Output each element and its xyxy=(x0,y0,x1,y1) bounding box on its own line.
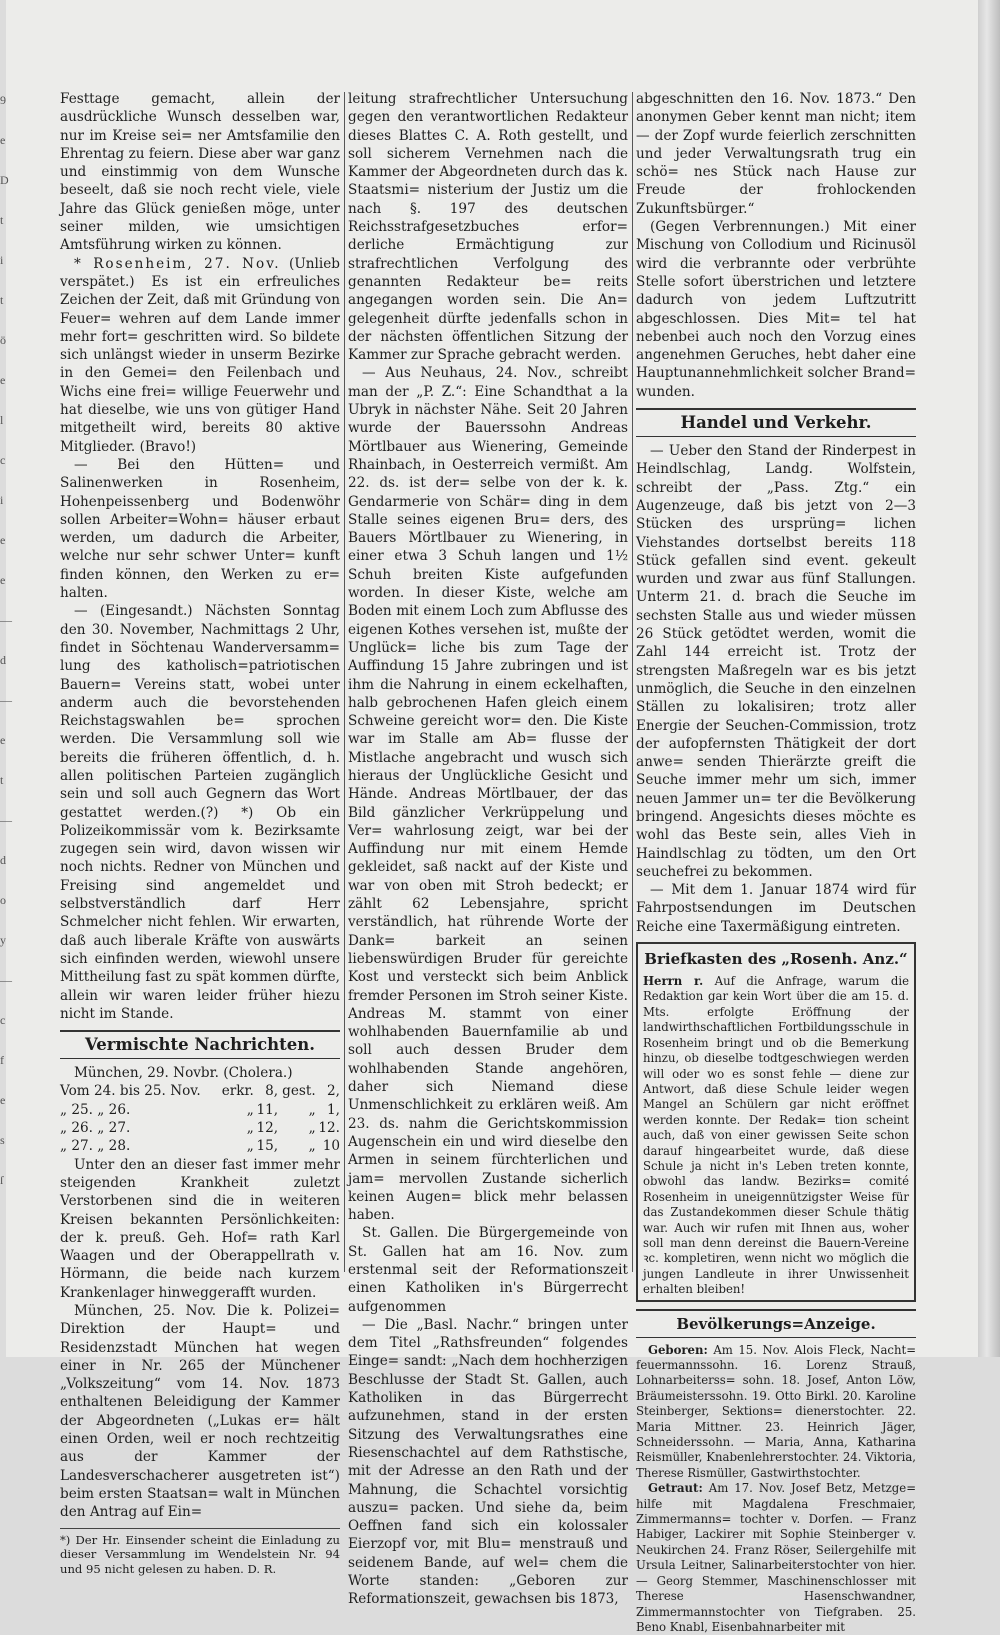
cholera-cell: 8, xyxy=(265,1083,279,1100)
cholera-cell: 10 xyxy=(322,1138,340,1155)
cholera-cell: „ xyxy=(308,1101,316,1118)
page-edge-shadow xyxy=(978,0,1000,1357)
cholera-cell: „ xyxy=(246,1120,254,1137)
article-polizei-direktion: München, 25. Nov. Die k. Polizei= Direktion der Haupt= und Residenzstadt München hat wegen einer in Nr. 265 der Münchener „Volkszeitung“ vom 14. Nov. 1873 enthaltenen Beleidigung der Kammer der Abgeordneten („Lukas er= hält einen Orden, weil er noch rechtzeitig aus der Kammer der Landesverschacherer ausgetreten ist“) beim ersten Staatsan= walt in München den Antrag auf Ein= xyxy=(60,1303,340,1521)
margin-mark: y xyxy=(0,933,6,947)
margin-mark: — xyxy=(0,813,12,827)
dateline: * Rosenheim, 27. Nov. xyxy=(74,255,281,272)
cholera-cell: 1, xyxy=(327,1101,340,1118)
article-cholera-deaths: Unter den an dieser fast immer mehr steigenden Krankheit zuletzt Verstorbenen sind die in weiteren Kreisen bekannten Persönlichkeiten: der k. preuß. Geh. Hof= rath Karl Waagen und der Oberappellrath v. Hörmann, die beide nach kurzem Krankenlager hinweggerafft wurden. xyxy=(60,1156,340,1301)
cholera-cell: 2, xyxy=(327,1083,340,1100)
margin-mark: — xyxy=(0,973,12,987)
article-text: (Unlieb verspätet.) Es ist ein erfreuliches Zeichen der Zeit, daß mit Gründung von Feuer= wehren auf dem Lande immer mehr fort= geschritten wird. So bildete sich unlängst wieder in unserm Bezirke in den Gemei= den Feilenbach und Wichs eine frei= willige Feuerwehr und hat dieselbe, wie uns von gütiger Hand mitgetheilt wird, bereits 80 aktive Mitglieder. (Bravo!) xyxy=(60,255,340,455)
cholera-cell: 11, xyxy=(256,1101,279,1118)
article-huettenwerke: — Bei den Hütten= und Salinenwerken in Rosenheim, Hohenpeissenberg und Bodenwöhr sollen Arbeiter=Wohn= häuser erbaut werden, um dadurch die Arbeiter, welche nur sehr schwer Unter= kunft finden können, den Werken zu er= halten. xyxy=(60,456,340,602)
margin-mark: D xyxy=(0,173,9,187)
article-zopf-continued: abgeschnitten den 16. Nov. 1873.“ Den anonymen Geber kennt man nicht; item — der Zopf wurde feierlich zerschnitten und jeder Verwaltungsrath trug ein schö= nes Stück nach Hause zur Freude der frohlockenden Zukunftsbürger.“ xyxy=(636,91,916,217)
cholera-cell: „ xyxy=(308,1120,316,1137)
section-heading-bevoelkerung: Bevölkerungs=Anzeige. xyxy=(636,1309,916,1338)
getraut-list xyxy=(636,1481,916,1635)
cholera-dateline: München, 29. Novbr. (Cholera.) xyxy=(74,1065,293,1082)
article-neuhaus: — Aus Neuhaus, 24. Nov., schreibt man der „P. Z.“: Eine Schandthat a la Ubryk in nächster Nähe. Seit 20 Jahren wurde der Bauerssohn Andreas Mörtlbauer aus Wienering, Gemeinde Rhainbach, in Oesterreich vermißt. Am 22. ds. ist der= selbe von der k. k. Gendarmerie von Schär= ding in dem Stalle seines eigenen Bru= ders, des Bauers Mörtlbauer zu Wienering, in einer etwa 3 Schuh langen und 1½ Schuh breiten Kiste aufgefunden worden. In dieser Kiste, welche am Boden mit einem Loch zum Abflusse des eigenen Kothes versehen ist, mußte der Unglück= liche bis zum Tage der Auffindung 15 Jahre zubringen und ist ihm die Nahrung in einem eckelhaften, halb gebrochenen Hafen gleich einem Schweine gereicht wor= den. Die Kiste war im Stalle am Ab= flusse der Mistlache angebracht und wusch sich hieraus der Unglückliche Gesicht und Hände. Andreas Mörtlbauer, der das Bild gänzlicher Verkrüppelung und Ver= wahrlosung zeigt, war bei der Auffindung nur mit einem Hemde gekleidet, saß nackt auf der Kiste und war von oben mit Stroh bedeckt; er zählt 62 Lebensjahre, spricht verständlich, hat rührende Worte der Dank= barkeit an seinen liebenswürdigen Bruder für gereichte Kost und versteckt sich beim Anblick fremder Personen im Stroh seiner Kiste. Andreas M. stammt von einer wohlhabenden Bauernfamilie ab und soll auch dessen Bruder dem wohlhabenden Stande angehören, daher sich Niemand diese Unmenschlichkeit zu erklären weiß. Am 23. ds. nahm die Gerichtskommission Augenschein ein und wird dieselbe den Armen in seinem fürchterlichen und jam= mervollen Zustande sicherlich keinen Augen= blick mehr belassen haben. xyxy=(348,365,628,1224)
margin-mark: e xyxy=(0,733,6,747)
margin-mark: t xyxy=(0,213,4,227)
cholera-cell: erkr. xyxy=(221,1083,254,1100)
geboren-list xyxy=(636,1343,916,1482)
margin-mark: i xyxy=(0,253,4,267)
briefkasten-body: Auf die Anfrage, warum die Redaktion gar kein Wort über die am 15. d. Mts. erfolgte Eröffnung der landwirthschaftlichen Fortbildungsschule in Rosenheim bringt und ob die Bemerkung hinzu, ob dieselbe todtgeschwiegen werden will oder wo es sonst fehle — diene zur Antwort, daß diese Schule leider wegen Mangel an Schülern gar nicht eröffnet werden konnte. Der Redak= tion scheint auch, daß von einer gewissen Seite schon darauf hingearbeitet wurde, daß diese Schule ja nicht in's Leben treten konnte, obwohl das landw. Bezirks= comité Rosenheim in uneigennützigster Weise für das Zustandekommen dieser Schule thätig war. Auch wir rufen mit Ihnen aus, woher soll man denn dereinst die Bauern-Vereine ꝛc. kompletiren, wenn nicht wo möglich die jungen Landleute in ihrer Unwissenheit erhalten bleiben! xyxy=(643,974,909,1297)
column-2 xyxy=(348,90,628,1608)
margin-mark: c xyxy=(0,453,6,467)
margin-mark: e xyxy=(0,573,6,587)
getraut-label: Getraut: xyxy=(648,1481,703,1496)
briefkasten-box xyxy=(636,942,916,1302)
article-verbrennungen: (Gegen Verbrennungen.) Mit einer Mischung von Collodium und Ricinusöl wird die verbrannte oder verbrühte Stelle sofort überstrichen und letztere dadurch von jedem Luftzutritt abgeschlossen. Dies Mit= tel hat nebenbei auch noch den Vorzug eines angenehmen Geruches, hebt daher eine Hauptunannehmlichkeit solcher Brand= wunden. xyxy=(636,219,916,400)
left-margin-bleed xyxy=(0,80,10,1200)
margin-mark: t xyxy=(0,773,4,787)
margin-mark: c xyxy=(0,1013,6,1027)
margin-mark: ö xyxy=(0,333,6,347)
cholera-cell: 12, xyxy=(256,1120,279,1137)
margin-mark: i xyxy=(0,493,4,507)
footnote: *) Der Hr. Einsender scheint die Einladung zu dieser Versammlung im Wendelstein Nr. 94 und 95 nicht gelesen zu haben. D. R. xyxy=(60,1528,340,1577)
margin-mark: — xyxy=(0,693,12,707)
margin-mark: 9 xyxy=(0,93,6,107)
cholera-cell: „ 25. „ 26. xyxy=(60,1101,131,1118)
column-3 xyxy=(636,90,916,1634)
cholera-cell: Vom 24. bis 25. Nov. xyxy=(60,1083,201,1100)
section-heading-vermischte: Vermischte Nachrichten. xyxy=(60,1030,340,1059)
briefkasten-addressee: Herrn r. xyxy=(643,974,704,989)
briefkasten-heading: Briefkasten des „Rosenh. Anz.“ xyxy=(644,950,908,969)
article-eingesandt: — (Eingesandt.) Nächsten Sonntag den 30. November, Nachmittags 2 Uhr, findet in Söchtenau Wanderversamm= lung des katholisch=patriotischen Bauern= Vereins statt, wobei unter anderm auch die bevorstehenden Reichstagswahlen be= sprochen werden. Die Versammlung soll wie bereits die früheren öffentlich, d. h. allen politischen Parteien zugänglich sein und soll auch Gegnern das Wort gestattet werden.(?) *) Ob ein Polizeikommissär vom k. Bezirksamte zugegen sein wird, davon wissen wir noch nichts. Redner von München und Freising sind angemeldet und selbstverständlich darf Herr Schmelcher nicht fehlen. Wir erwarten, daß auch liberale Kräfte von auswärts sich einfinden werden, wiewohl unsere Mittheilung fast zu spät kommen dürfte, allein wir waren leider früher hiezu nicht im Stande. xyxy=(60,603,340,1022)
cholera-cell: 12. xyxy=(318,1120,340,1137)
margin-mark: e xyxy=(0,373,6,387)
margin-mark: t xyxy=(0,293,4,307)
article-strafverfolgung: leitung strafrechtlicher Untersuchung gegen den verantwortlichen Redakteur dieses Blattes C. A. Roth gestellt, und soll sicherem Vernehmen nach die Kammer der Abgeordneten durch das k. Staatsmi= nisterium der Justiz um die nach §. 197 des deutschen Reichsstrafgesetzbuches erfor= derliche Ermächtigung zur strafrechtlichen Verfolgung des genannten Redakteur be= reits angegangen worden sein. Die An= gelegenheit dürfte jedenfalls schon in der nächsten öffentlichen Sitzung der Kammer zur Sprache gebracht werden. xyxy=(348,91,628,364)
article-st-gallen: St. Gallen. Die Bürgergemeinde von St. Gallen hat am 16. Nov. zum erstenmal seit der Reformationszeit einen Katholiken in's Bürgerrecht aufgenommen xyxy=(348,1225,628,1315)
article-rinderpest: — Ueber den Stand der Rinderpest in Heindlschlag, Landg. Wolfstein, schreibt der „Pass. Ztg.“ ein Augenzeuge, daß bis jetzt von 2—3 Stücken des ursprüng= lichen Viehstandes dortselbst bereits 118 Stück gefallen sind event. gekeult wurden und zwar aus fünf Stallungen. Unterm 21. d. brach die Seuche im sechsten Stalle aus und wieder müssen 26 Stück getödtet werden, womit die Zahl 144 erreicht ist. Trotz der strengsten Maßregeln war es bis jetzt unmöglich, die Seuche in den einzelnen Ställen zu lokalisiren; trotz aller Energie der Seuchen-Commission, trotz der aufopfernsten Thätigkeit der dort anwe= senden Thierärzte greift die Seuche immer mehr um sich, immer neuen Jammer un= ter die Bevölkerung bringend. Angesichts dieses möchte es wohl das Beste sein, alles Vieh in Haindlschlag zu tödten, um den Ort seuchefrei zu bekommen. xyxy=(636,443,916,880)
article-rosenheim-feuerwehr xyxy=(60,255,340,456)
margin-mark: d xyxy=(0,653,6,667)
cholera-cell: „ xyxy=(308,1138,316,1155)
column-rule-2 xyxy=(632,92,633,1272)
cholera-cell: „ xyxy=(246,1138,254,1155)
cholera-cell: „ xyxy=(246,1101,254,1118)
margin-mark: d xyxy=(0,853,6,867)
cholera-cell: „ 26. „ 27. xyxy=(60,1120,131,1137)
margin-mark: o xyxy=(0,893,6,907)
margin-mark: ſ xyxy=(0,1173,4,1187)
article-festtage: Festtage gemacht, allein der ausdrückliche Wunsch desselben war, nur im Kreise sei= ner Amtsfamilie den Ehrentag zu feiern. Diese aber war ganz und einstimmig von dem Wunsche beseelt, daß sie noch recht viele, viele Jahre das Glück genießen möge, unter seiner milden, wie umsichtigen Amtsführung wirken zu können. xyxy=(60,91,340,254)
column-1 xyxy=(60,90,340,1576)
margin-mark: f xyxy=(0,1053,4,1067)
section-heading-handel: Handel und Verkehr. xyxy=(636,408,916,437)
margin-mark: e xyxy=(0,1093,6,1107)
margin-mark: s xyxy=(0,1133,5,1147)
cholera-cell: gest. xyxy=(282,1083,316,1100)
cholera-row xyxy=(60,1119,340,1137)
article-basler-nachrichten: — Die „Basl. Nachr.“ bringen unter dem Titel „Rathsfreunden“ folgendes Einge= sandt: „Nach dem hochherzigen Beschlusse der Stadt St. Gallen, auch Katholiken in das Bürgerrecht aufzunehmen, stand in der ersten Sitzung des Verwaltungsrathes eine Riesenschachtel auf dem Rathstische, mit der Adresse an den Rath und der Mahnung, die Schachtel vorsichtig auszu= packen. Und siehe da, beim Oeffnen fand sich ein kolossaler Eierzopf vor, mit Blu= menstrauß und seidenem Bande, auf wel= chem die Worte standen: „Geboren zur Reformationszeit, gewachsen bis 1873, xyxy=(348,1316,628,1608)
article-fahrpost: — Mit dem 1. Januar 1874 wird für Fahrpostsendungen im Deutschen Reiche eine Taxermäßigung eintreten. xyxy=(636,882,916,935)
cholera-row xyxy=(60,1137,340,1155)
briefkasten-text xyxy=(643,974,909,1298)
margin-mark: l xyxy=(0,413,4,427)
cholera-row xyxy=(60,1082,340,1100)
getraut-text: Am 17. Nov. Josef Betz, Metzge= hilfe mit Magdalena Freschmaier, Zimmermanns= tochter v. Dorfen. — Franz Habiger, Lackirer mit Sophie Steinberger v. Neukirchen 24. Franz Röser, Seilergehilfe mit Ursula Leitner, Salinarbeiterstochter von hier. — Georg Stemmer, Maschinenschlosser mit Therese Hasenschwandner, Zimmermannstochter von Tiefgraben. 25. Beno Knabl, Eisenbahnarbeiter mit xyxy=(636,1481,916,1634)
cholera-row xyxy=(60,1101,340,1119)
margin-mark: e xyxy=(0,533,6,547)
geboren-text: Am 15. Nov. Alois Fleck, Nacht= feuermannssohn. 16. Lorenz Strauß, Lohnarbeiterss= sohn. 18. Josef, Anton Löw, Bräumeisterssohn. 19. Otto Birkl. 20. Karoline Steinberger, Sektions= dienerstochter. 22. Maria Mittner. 23. Heinrich Jäger, Schneiderssohn. — Maria, Anna, Katharina Reismüller, Knabenlehrerstochter. 24. Viktoria, Therese Rismüller, Gastwirthstochter. xyxy=(636,1342,916,1480)
cholera-cell: „ 27. „ 28. xyxy=(60,1138,131,1155)
geboren-label: Geboren: xyxy=(648,1342,708,1357)
cholera-table xyxy=(60,1082,340,1155)
cholera-cell: 15, xyxy=(256,1138,279,1155)
margin-mark: — xyxy=(0,613,12,627)
margin-mark: e xyxy=(0,133,6,147)
column-rule-1 xyxy=(344,92,345,1272)
